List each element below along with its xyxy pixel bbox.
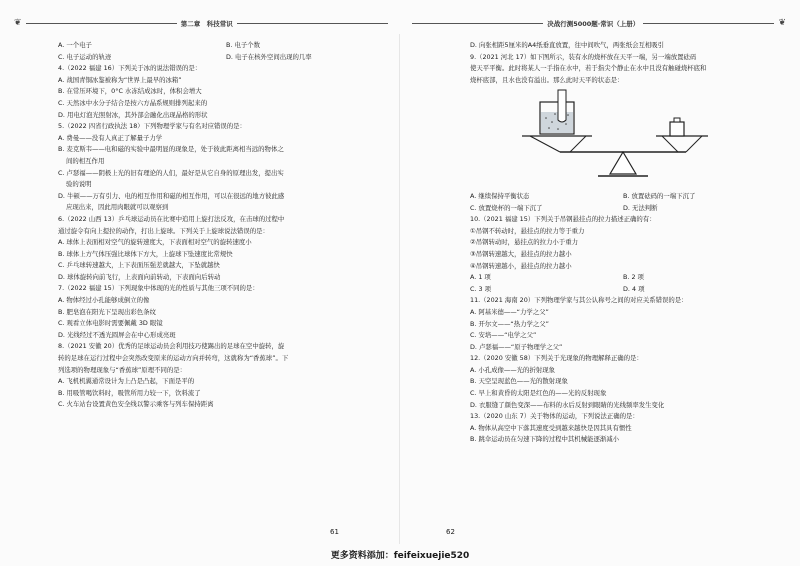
balance-scale-figure xyxy=(470,88,776,184)
text-line: D. 光线经过不透光圆屏会在中心形成亮斑 xyxy=(58,330,176,339)
option-text: D. 无法判断 xyxy=(623,203,658,212)
option-text: B. 放置砝码的一端下沉了 xyxy=(623,191,696,200)
option-text: C. 电子运动的轨迹 xyxy=(58,52,112,61)
weight-knob xyxy=(674,118,680,122)
option-row xyxy=(470,272,776,284)
right-page-header xyxy=(408,16,786,30)
text-line: ①吊钢不转动时，悬挂点的拉力等于重力 xyxy=(470,226,585,235)
text-line: 5.（2022 四省行政执法 18）下列物理学家与有名对应错误的是： xyxy=(58,122,246,131)
text-line: A. 飞机机翼通常设计为上凸是凸起，下面是平的 xyxy=(58,377,195,386)
text-line: ③吊钢转速越大，悬挂点的拉力越小 xyxy=(470,249,572,258)
option-row xyxy=(470,284,776,296)
footer-watermark: 更多资料添加：feifeixuejie520 xyxy=(330,551,470,561)
option-text: C. 放置烧杯的一端下沉了 xyxy=(470,203,543,212)
hanger-line xyxy=(570,136,586,152)
text-line: 13.（2020 山东 7）关于物体的运动，下列说法正确的是： xyxy=(470,412,639,421)
option-row xyxy=(470,203,776,215)
text-line: 列选项的物理现象与“香蕉球”原理不同的是： xyxy=(58,365,187,374)
right-page-number: 62 xyxy=(446,528,455,536)
weight-icon xyxy=(670,122,684,136)
hanger-line xyxy=(662,136,678,152)
option-text: C. 3 项 xyxy=(470,284,492,293)
header-rule xyxy=(643,23,774,24)
text-line: B. 天空呈现蓝色——光的散射现象 xyxy=(470,377,568,386)
text-line: D. 向张相距5厘米的A4纸垂直放置，往中间吹气，两张纸会互相吸引 xyxy=(470,41,665,49)
text-line: 验的说明 xyxy=(66,180,92,189)
text-line: 7.（2022 福建 15）下列现象中体现的光的性质与其他三项不同的是： xyxy=(58,284,259,293)
text-line: A. 战国青铜冰鉴被称为“世界上最早的冰箱” xyxy=(58,75,182,84)
flourish-icon: ❦ xyxy=(14,18,22,28)
text-line: A. 费曼——没有人真正了解量子力学 xyxy=(58,133,163,142)
text-line: B. 球体上方气体压强比球体下方大，上旋球下坠速度比常规快 xyxy=(58,249,233,258)
header-rule xyxy=(237,23,388,24)
text-line: 转的足球在运行过程中会突然改变原来的运动方向并转弯，这就称为“香蕉球”。下 xyxy=(58,354,289,363)
hanger-line xyxy=(530,136,560,152)
right-questions xyxy=(470,191,776,446)
text-line: B. 开尔文——“热力学之父” xyxy=(470,319,549,328)
option-text: A. 继续保持平衡状态 xyxy=(470,191,530,200)
text-line: 8.（2021 安徽 20）优秀的足球运动员会利用技巧使踢出的足球在空中旋转，旋 xyxy=(58,342,285,351)
left-header-title: 第二章 科技常识 xyxy=(180,19,233,28)
text-line: A. 物体经过小孔能够成倒立的像 xyxy=(58,296,150,305)
header-rule xyxy=(26,23,177,24)
text-line: C. 早上和黄昏的太阳是红色的——光的反射现象 xyxy=(470,389,607,398)
text-line: D. 用电灯泡光照射冰，其外部会融化出现晶格的形状 xyxy=(58,110,208,119)
text-line: A. 阿基米德——“力学之父” xyxy=(470,307,549,316)
left-page-header xyxy=(14,16,392,30)
right-header-title: 决战行测5000题·常识（上册） xyxy=(547,19,640,28)
option-row xyxy=(470,191,776,203)
finger-icon xyxy=(558,90,566,122)
text-line: 6.（2022 山西 13）乒乓球运动员在比赛中追用上旋打法反攻，在击球的过程中 xyxy=(58,214,285,223)
flourish-icon: ❦ xyxy=(778,18,787,28)
text-line: ②吊钢转动时，悬挂点的拉力小于重力 xyxy=(470,238,578,247)
text-line: C. 安培——“电学之父” xyxy=(470,331,537,340)
text-line: B. 跳伞运动员在匀速下降的过程中其机械能逐渐减小 xyxy=(470,435,620,444)
header-rule xyxy=(412,23,543,24)
text-line: C. 火车站台设置黄色安全线以警示乘客与列车保持距离 xyxy=(58,400,214,409)
text-line: C. 观看立体电影时需要佩戴 3D 眼镜 xyxy=(58,319,163,328)
text-line: A. 物体从高空中下落其速度受到越来越快是因其具有惯性 xyxy=(470,423,632,432)
page-gutter xyxy=(399,34,400,544)
text-line: 烧杯底部，且水也没有溢出。那么此时天平的状态是： xyxy=(470,75,624,84)
text-line: 9.（2021 河北 17）如下图所示，装有水的烧杯放在天平一端，另一端放置砝码 xyxy=(470,52,697,61)
text-line: B. 在常压环境下，0°C 水冻结成冰时，体积会增大 xyxy=(58,87,202,96)
text-line: D. 牛顿——万有引力、电的相互作用和磁的相互作用，可以在很远的地方彼此感 xyxy=(58,191,285,200)
left-page-content xyxy=(58,40,394,411)
text-line: C. 卢瑟福——阴极上光的旧有理论的人们，最好是从它自身的原理出发，提出实 xyxy=(58,168,284,177)
text-line: ④吊钢转速越小，悬挂点的拉力越小 xyxy=(470,261,572,270)
text-line: B. 用吸管喝饮料时，吸管所用力较一下，饮料流了 xyxy=(58,388,201,397)
text-line: D. 衣服缝了颜色变深——布料的水后反射到眼睛的光线频率发生变化 xyxy=(470,400,665,409)
right-page-content xyxy=(470,40,776,446)
question-9-text xyxy=(470,40,776,86)
text-line: A. 小孔成像——光的折射现象 xyxy=(470,365,556,374)
option-row xyxy=(58,52,394,64)
text-line: 间的相互作用 xyxy=(66,156,105,165)
text-line: 12.（2020 安徽 58）下列关于光现象的物理解释正确的是： xyxy=(470,354,643,363)
option-text: B. 电子个数 xyxy=(226,41,261,49)
option-text: A. 1 项 xyxy=(470,273,491,282)
option-text: D. 电子在核外空间出现的几率 xyxy=(226,52,312,61)
text-line: 10.（2021 福建 15）下列关于吊钢悬挂点的拉力描述正确的有： xyxy=(470,215,656,224)
text-line: B. 肥皂泡在阳光下呈现出彩色条纹 xyxy=(58,307,156,316)
text-line: 使天平平衡。此时将某人一手指在水中，若于指尖个静止在水中且没有触碰烧杯底和 xyxy=(470,64,707,73)
text-line: 11.（2021 海南 20）下列物理学家与其公认称号之间的对应关系错误的是： xyxy=(470,296,688,305)
option-text: B. 2 项 xyxy=(623,273,644,282)
option-row xyxy=(58,40,394,52)
option-text: D. 4 项 xyxy=(623,284,645,293)
text-line: A. 球体上表面相对空气的旋转速度大，下表面相对空气的旋转速度小 xyxy=(58,238,252,247)
text-line: 4.（2022 福建 16）下列关于冰的说法错误的是： xyxy=(58,64,202,73)
text-line: C. 天然冰中水分子结合是按六方晶系规则排列起来的 xyxy=(58,98,208,107)
option-text: A. 一个电子 xyxy=(58,41,92,49)
text-line: 应现出来，因此用肉眼就可以观察到 xyxy=(66,203,169,212)
text-line: D. 球体旋转向前飞行，上表面向前转动，下表面向后转动 xyxy=(58,272,221,281)
hanger-line xyxy=(686,136,702,152)
text-line: C. 乒乓球转速越大，上下表面压强差就越大，下坠就越快 xyxy=(58,261,220,270)
balance-stand xyxy=(610,152,636,174)
text-line: B. 麦克斯韦——电和磁的实验中最明显的现象是，处于彼此距离相当远的物体之 xyxy=(58,145,284,154)
left-page-number: 61 xyxy=(330,528,339,536)
text-line: D. 卢瑟福——“原子物理学之父” xyxy=(470,342,563,351)
text-line: 通过旋令有向上提拉的动作，打出上旋球。下列关于上旋球说法错误的是： xyxy=(58,226,269,235)
